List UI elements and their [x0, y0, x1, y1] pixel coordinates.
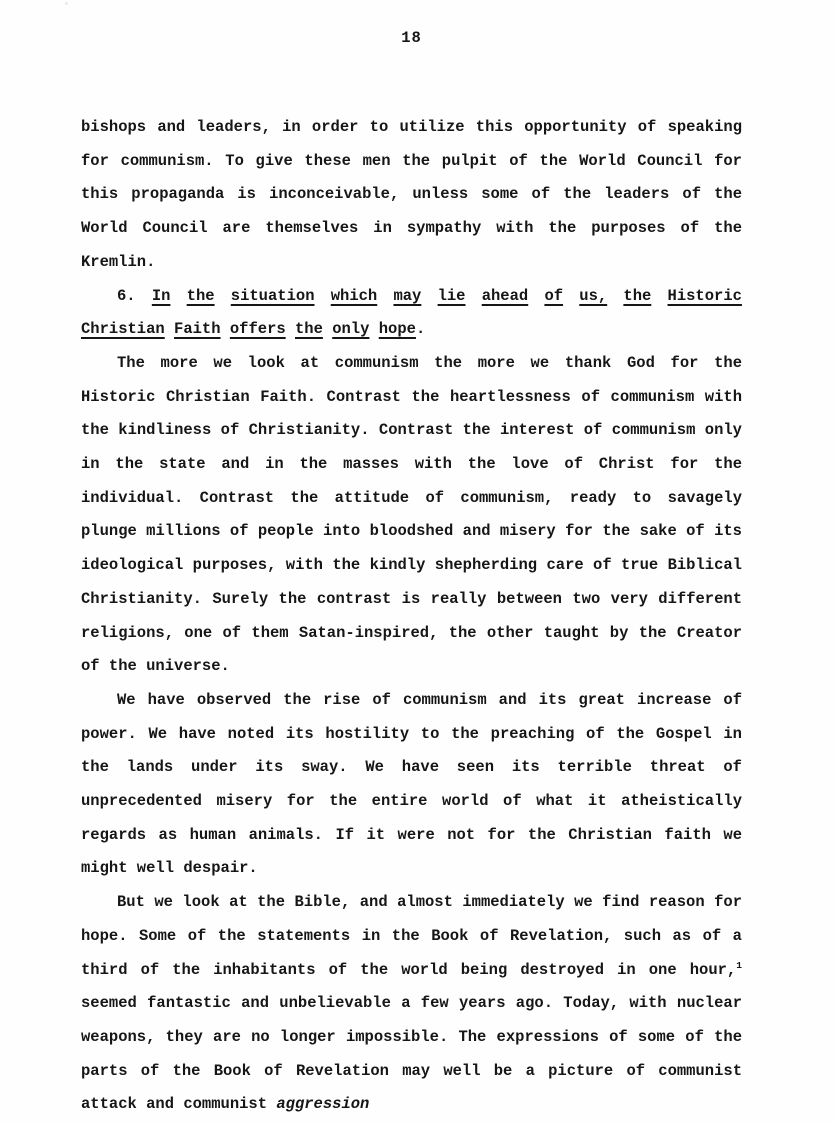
underlined-word: In — [151, 286, 171, 305]
underlined-word: hope — [378, 320, 416, 339]
underlined-word: lie — [437, 286, 466, 305]
underlined-word: us, — [579, 286, 608, 305]
body-text: We have observed the rise of communism and its great increase of power. We have noted its hostility to the preaching of the Gospel in the lands under its sway. We have seen its terrible threat of unprecedented misery for the entire world of what it atheistically regards as human animals. If it were not for the Christian faith we might well despair. — [81, 690, 742, 878]
paragraph — [81, 111, 742, 280]
italic-text: aggression — [276, 1095, 370, 1114]
underlined-word: which — [330, 286, 378, 305]
underlined-word: situation — [230, 286, 315, 305]
underlined-word: the — [186, 286, 215, 305]
body-text: bishops and leaders, in order to utilize this opportunity of speaking for communism. To give these men the pulpit of the World Council for this propaganda is inconceivable, unless some of the leaders of the World Council are themselves in sympathy with the purposes of the Kremlin. — [81, 118, 742, 271]
paragraph — [81, 886, 742, 1122]
underlined-word: may — [393, 286, 422, 305]
page-number: 18 — [401, 29, 422, 47]
body-text: seemed fantastic and unbelievable a few years ago. Today, with nuclear weapons, they are no longer impossible. The expressions of some of the parts of the Book of Revelation may well be a picture of communist attack and communist — [81, 994, 742, 1114]
scan-artifact-dot — [65, 2, 68, 5]
document-body — [81, 111, 742, 1122]
underlined-word: Faith — [174, 320, 221, 339]
underlined-word: only — [332, 320, 370, 339]
body-text: . — [415, 320, 426, 339]
paragraph — [81, 280, 742, 347]
body-text: The more we look at communism the more we thank God for the Historic Christian Faith. Contrast the heartlessness of communism with the kindliness of Christianity. Contrast the interest of communism only in the state and in the masses with the love of Christ for the individual. Contrast the attitude of communism, ready to savagely plunge millions of people into bloodshed and misery for the sake of its ideological purposes, with the kindly shepherding care of true Biblical Christianity. Surely the contrast is really between two very different religions, one of them Satan-inspired, the other taught by the Creator of the universe. — [81, 353, 742, 676]
underlined-word: of — [544, 286, 564, 305]
underlined-word: offers — [229, 320, 286, 339]
paragraph — [81, 684, 742, 886]
underlined-word: ahead — [481, 286, 529, 305]
body-text: But we look at the Bible, and almost immediately we find reason for hope. Some of the statements in the Book of Revelation, such as of a third of the inhabitants of the world being destroyed in one hour, — [81, 893, 742, 979]
footnote-marker: 1 — [736, 959, 742, 971]
underlined-word: the — [623, 286, 652, 305]
paragraph — [81, 347, 742, 684]
body-text: 6. — [117, 286, 152, 305]
underlined-word: the — [294, 320, 323, 339]
underlined-word: Historic — [667, 286, 742, 305]
underlined-word: Christian — [81, 320, 165, 339]
